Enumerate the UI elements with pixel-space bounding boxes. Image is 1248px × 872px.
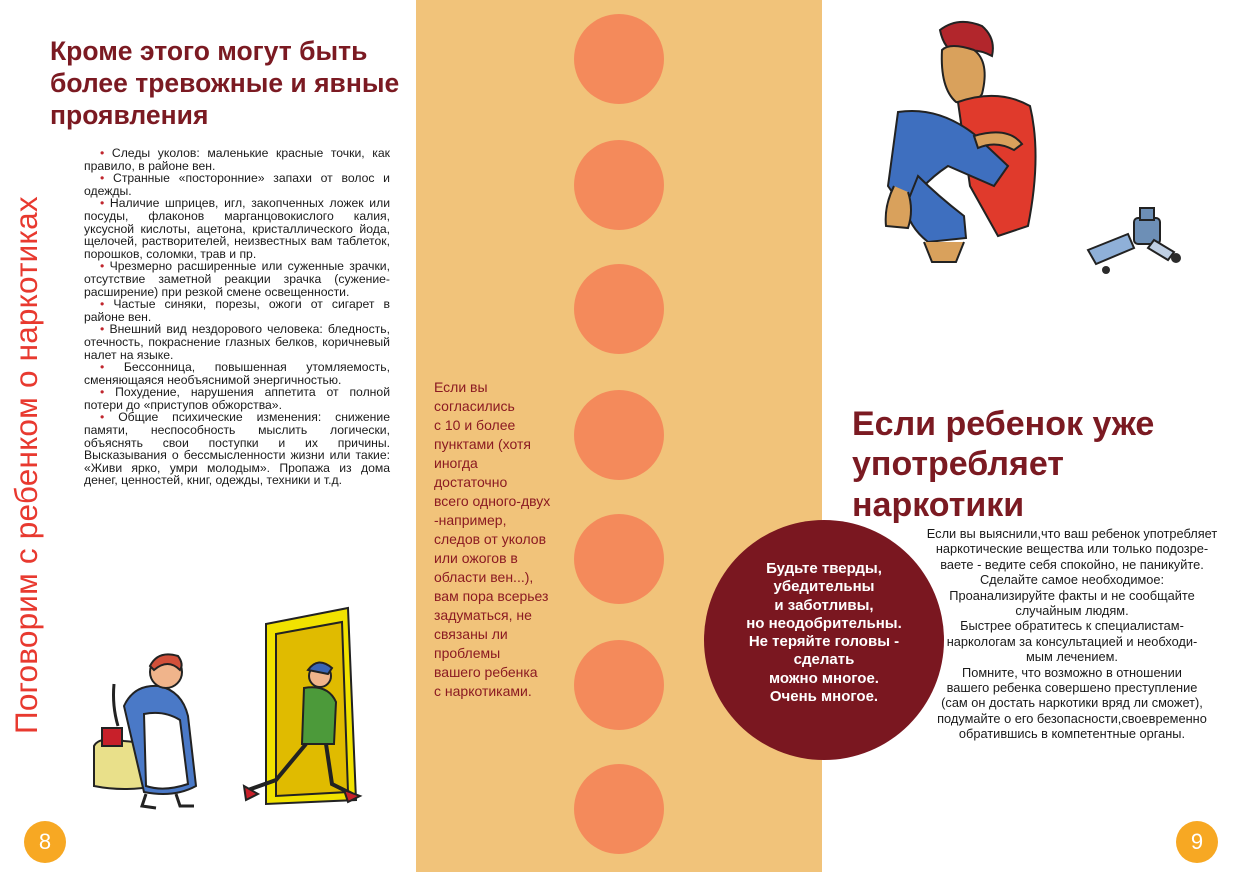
decorative-circle — [574, 264, 664, 354]
text-line: вашего ребенка совершено преступление — [946, 680, 1198, 696]
text-line: наркологам за консультацией и необходи- — [946, 633, 1198, 649]
list-item: • Чрезмерно расширенные или суженные зрачки, отсутствие заметной реакции зрачка (сужение-расширение) при резкой смене освещенности. — [84, 259, 391, 299]
middle-text: Если вы согласились с 10 и более пунктами (хотя иногда достаточно всего одного-двух -например, следов от уколов или ожогов в области вен...), вам пора всерьез задуматься, не связаны ли проблемы вашего ребенка с наркотиками. — [434, 379, 551, 699]
symptoms-list — [84, 147, 390, 487]
advice-text: Будьте тверды, убедительны и заботливы, но неодобрительны. Не теряйте головы - сделать можно многое. Очень многое. — [746, 560, 902, 706]
right-page — [746, 0, 1248, 872]
list-item: • Странные «посторонние» запахи от волос и одежды. — [84, 171, 390, 198]
text-line: случайным людям. — [1015, 603, 1129, 619]
list-item: • Наличие шприцев, игл, закопченных ложек или посуды, флаконов марганцовокислого калия, уксусной кислоты, ацетона, кристаллического йода, щелочей, растворителей, неизвестных вам таблеток, порошков, соломки, трав и пр. — [84, 196, 390, 261]
woman-cooking-illustration — [84, 636, 224, 816]
text-line: Сделайте самое необходимое: — [979, 572, 1165, 588]
text-line: ваете - ведите себя спокойно, не паникуйте. — [940, 556, 1204, 572]
decorative-circle — [574, 390, 664, 480]
text-line: подумайте о его безопасности,своевременно — [937, 710, 1207, 726]
text-line: (сам он достать наркотики вряд ли сможет), — [941, 695, 1203, 711]
boy-leaving-doorway-illustration — [236, 604, 364, 814]
text-line: Если вы выяснили,что ваш ребенок употребляет — [926, 526, 1218, 541]
decorative-circle — [574, 14, 664, 104]
bottles-illustration — [1078, 204, 1188, 276]
page-number: 9 — [1176, 821, 1218, 863]
boy-sitting-illustration — [878, 16, 1078, 286]
text-line: Быстрее обратитесь к специалистам- — [960, 618, 1184, 634]
text-line: Проанализируйте факты и не сообщайте — [949, 587, 1195, 603]
list-item: • Общие психические изменения: снижение памяти, неспособность мыслить логически, объяснять свои поступки и их причины. Высказывания о бессмысленности жизни или такие: «Живи ярко, умри молодым». Пропажа из дома денег, ценностей, книг, одежды, техники и т.д. — [84, 410, 390, 488]
decorative-circle — [574, 140, 664, 230]
left-heading: Кроме этого могут быть более тревожные и явные проявления — [50, 36, 400, 130]
decorative-circle — [574, 514, 664, 604]
list-item: • Частые синяки, порезы, ожоги от сигарет в районе вен. — [84, 297, 391, 324]
page-number: 8 — [24, 821, 66, 863]
list-item: • Следы уколов: маленькие красные точки, как правило, в районе вен. — [84, 146, 390, 173]
right-heading: Если ребенок уже употребляет наркотики — [852, 405, 1155, 524]
left-page — [0, 0, 416, 872]
vertical-title: Поговорим с ребенком о наркотиках — [8, 196, 44, 734]
list-item: • Похудение, нарушения аппетита от полной потери до «приступов обжорства». — [84, 385, 390, 412]
decorative-circle — [574, 640, 664, 730]
right-body-text — [902, 526, 1242, 742]
text-line: обратившись в компетентные органы. — [958, 726, 1186, 742]
decorative-circle — [574, 764, 664, 854]
list-item: • Внешний вид нездорового человека: бледность, отечность, покраснение глазных белков, коричневый налет на языке. — [84, 322, 390, 362]
text-line: наркотические вещества или только подозре- — [935, 541, 1209, 557]
text-line: мым лечением. — [1026, 649, 1118, 665]
text-line: Помните, что возможно в отношении — [962, 664, 1182, 680]
list-item: • Бессонница, повышенная утомляемость, сменяющаяся необъяснимой энергичностью. — [84, 360, 391, 387]
